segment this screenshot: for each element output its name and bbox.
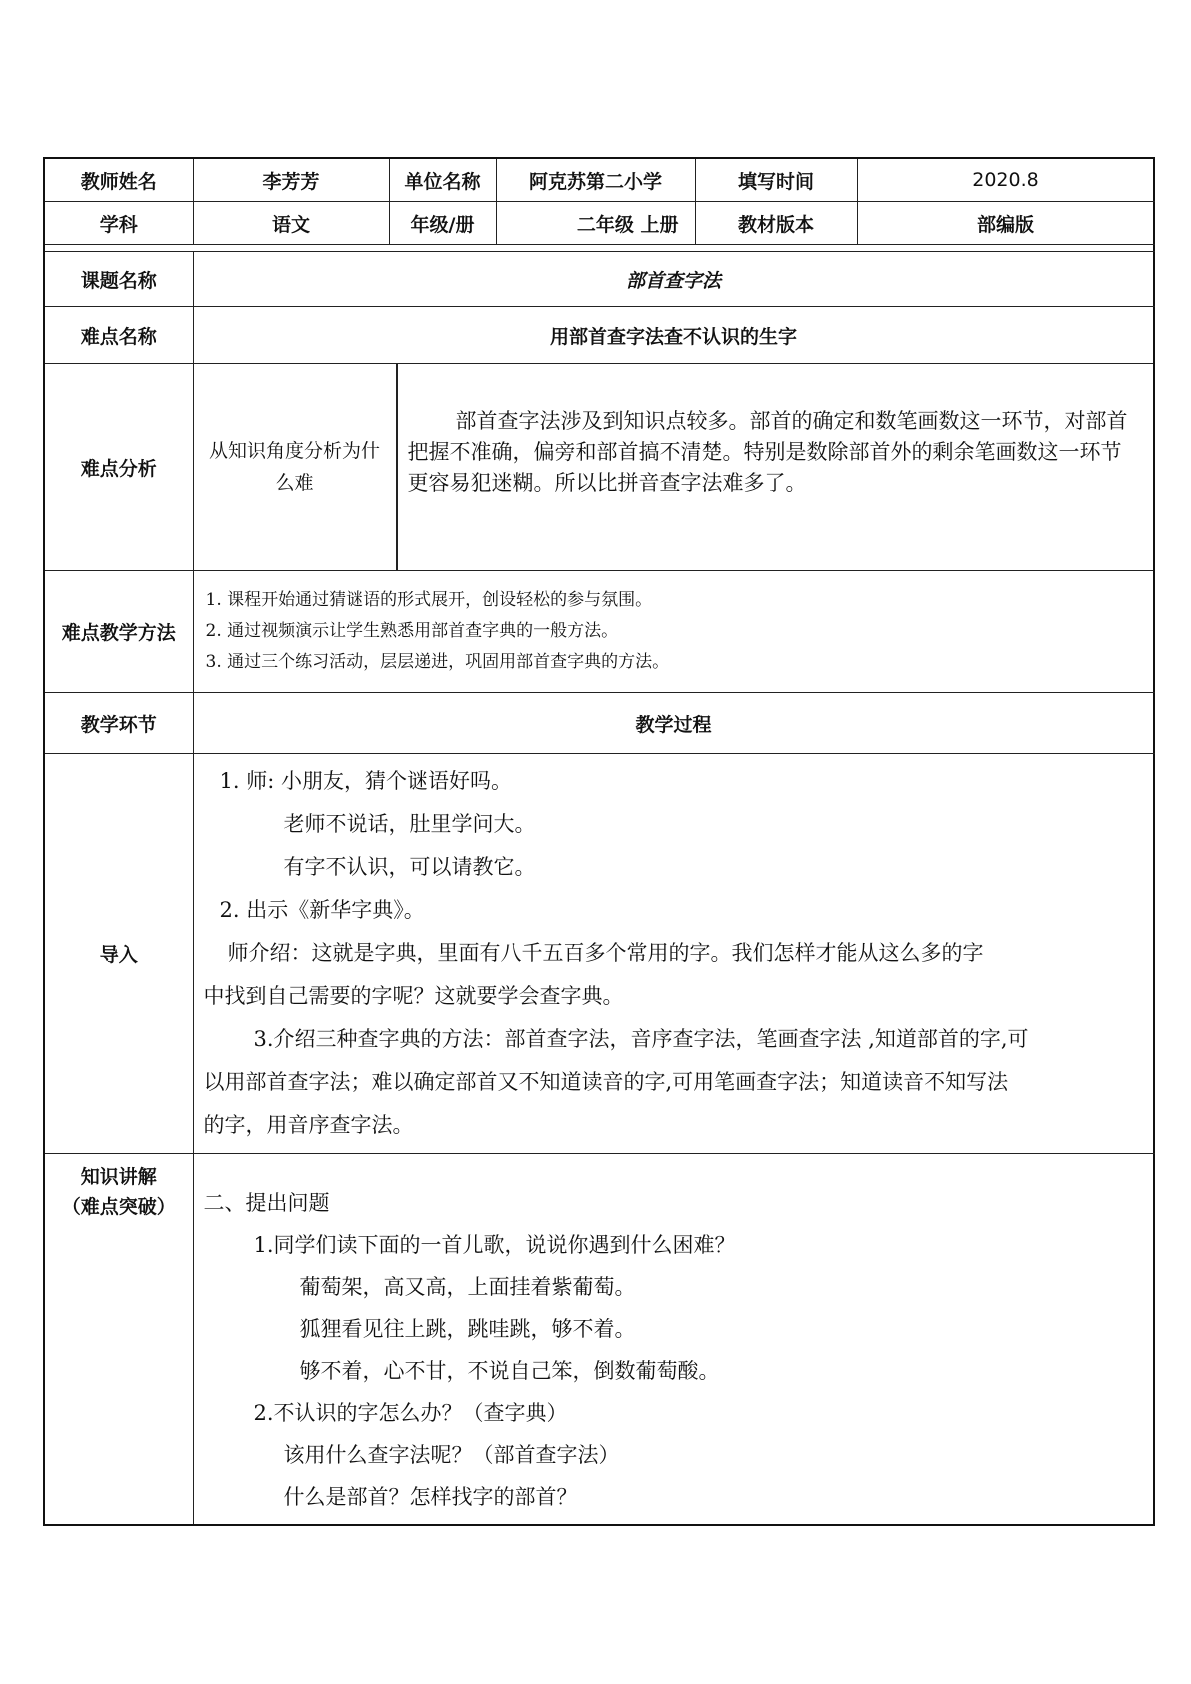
intro-label: 导入 — [44, 754, 193, 1154]
unit-value: 阿克苏第二小学 — [496, 158, 695, 202]
knowledge-label — [44, 1154, 193, 1526]
unit-label: 单位名称 — [389, 158, 496, 202]
difficulty-value: 用部首查字法查不认识的生字 — [193, 307, 1154, 364]
knowledge-row — [44, 1154, 1154, 1526]
intro-line: 师介绍：这就是字典，里面有八千五百多个常用的字。我们怎样才能从这么多的字 — [227, 941, 984, 965]
topic-row — [44, 252, 1154, 307]
method-item: 2. 通过视频演示让学生熟悉用部首查字典的一般方法。 — [205, 621, 619, 641]
knowledge-line: 2.不认识的字怎么办？（查字典） — [253, 1401, 568, 1425]
date-value: 2020.8 — [857, 158, 1154, 202]
analysis-line-1: 部首查字法涉及到知识点较多。部首的确定和数笔画数这一环节，对部首 — [455, 408, 1128, 433]
process-header-right: 教学过程 — [193, 693, 1154, 754]
topic-value: 部首查字法 — [193, 252, 1154, 307]
spacer-cell — [44, 245, 1154, 252]
method-item: 1. 课程开始通过猜谜语的形式展开，创设轻松的参与氛围。 — [205, 590, 653, 610]
intro-line: 1. 师: 小朋友，猜个谜语好吗。 — [219, 769, 512, 793]
date-label: 填写时间 — [695, 158, 857, 202]
knowledge-label-line-2: （难点突破） — [61, 1196, 176, 1218]
intro-line: 有字不认识，可以请教它。 — [283, 855, 536, 879]
knowledge-line: 1.同学们读下面的一首儿歌，说说你遇到什么困难？ — [253, 1233, 736, 1257]
teacher-value: 李芳芳 — [193, 158, 389, 202]
teacher-label: 教师姓名 — [44, 158, 193, 202]
process-header-left: 教学环节 — [44, 693, 193, 754]
header-row-1 — [44, 158, 1154, 202]
intro-line: 2. 出示《新华字典》。 — [219, 898, 425, 922]
intro-row — [44, 754, 1154, 1154]
intro-content — [193, 754, 1154, 1154]
difficulty-row — [44, 307, 1154, 364]
knowledge-line: 狐狸看见往上跳，跳哇跳，够不着。 — [299, 1317, 636, 1341]
knowledge-content — [193, 1154, 1154, 1526]
analysis-label: 难点分析 — [44, 364, 193, 571]
analysis-row — [44, 364, 1154, 571]
intro-line: 3.介绍三种查字典的方法：部首查字法，音序查字法，笔画查字法 ,知道部首的字,可 — [253, 1027, 1029, 1051]
knowledge-line: 葡萄架，高又高，上面挂着紫葡萄。 — [299, 1275, 636, 1299]
intro-line: 中找到自己需要的字呢？这就要学会查字典。 — [203, 984, 624, 1008]
analysis-line-3: 更容易犯迷糊。所以比拼音查字法难多了。 — [407, 470, 807, 495]
intro-line: 的字，用音序查字法。 — [203, 1113, 414, 1137]
difficulty-label: 难点名称 — [44, 307, 193, 364]
subject-value: 语文 — [193, 202, 389, 245]
lesson-plan-table — [43, 157, 1155, 1526]
topic-label: 课题名称 — [44, 252, 193, 307]
knowledge-label-line-1: 知识讲解 — [80, 1166, 157, 1188]
grade-label: 年级/册 — [389, 202, 496, 245]
methods-label: 难点教学方法 — [44, 571, 193, 693]
lesson-plan-sheet — [43, 157, 1153, 1526]
header-row-2 — [44, 202, 1154, 245]
knowledge-line: 什么是部首？怎样找字的部首？ — [283, 1485, 578, 1509]
method-item: 3. 通过三个练习活动，层层递进，巩固用部首查字典的方法。 — [205, 652, 670, 672]
knowledge-line: 该用什么查字法呢？（部首查字法） — [283, 1443, 620, 1467]
methods-list — [193, 571, 1154, 693]
edition-label: 教材版本 — [695, 202, 857, 245]
intro-line: 老师不说话，肚里学问大。 — [283, 812, 536, 836]
analysis-sublabel: 从知识角度分析为什么难 — [194, 364, 397, 570]
analysis-text — [397, 364, 1154, 570]
knowledge-line: 二、提出问题 — [203, 1191, 330, 1215]
subject-label: 学科 — [44, 202, 193, 245]
methods-row — [44, 571, 1154, 693]
grade-value: 二年级 上册 — [496, 202, 695, 245]
intro-line: 以用部首查字法；难以确定部首又不知道读音的字,可用笔画查字法；知道读音不知写法 — [203, 1070, 1009, 1094]
edition-value: 部编版 — [857, 202, 1154, 245]
spacer-row — [44, 245, 1154, 252]
knowledge-line: 够不着，心不甘，不说自己笨，倒数葡萄酸。 — [299, 1359, 720, 1383]
analysis-line-2: 把握不准确，偏旁和部首搞不清楚。特别是数除部首外的剩余笔画数这一环节 — [407, 439, 1122, 464]
process-header-row — [44, 693, 1154, 754]
